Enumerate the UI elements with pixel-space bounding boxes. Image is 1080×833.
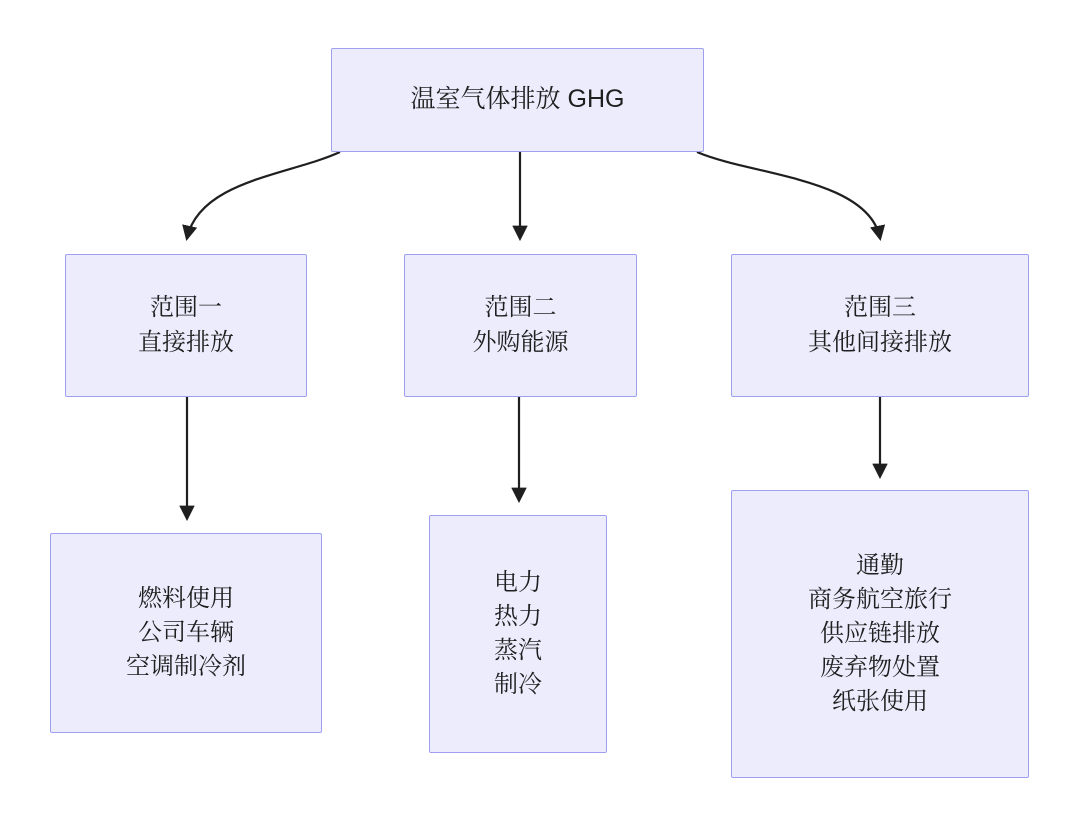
node-scope-two-details[interactable] xyxy=(429,515,607,753)
edge-root-to-scope3 xyxy=(697,152,880,238)
node-label: 废弃物处置 xyxy=(820,654,940,682)
node-label: 空调制冷剂 xyxy=(126,653,246,681)
node-label: 其他间接排放 xyxy=(808,328,952,356)
node-label: 公司车辆 xyxy=(138,618,234,646)
node-label: 燃料使用 xyxy=(138,584,234,612)
node-scope-two[interactable] xyxy=(404,254,637,397)
node-label: 范围三 xyxy=(844,294,916,322)
node-label: 范围二 xyxy=(484,294,557,322)
node-label: 通勤 xyxy=(856,551,904,579)
node-label: 制冷 xyxy=(494,671,542,699)
node-label: 直接排放 xyxy=(138,328,234,356)
node-label: 外购能源 xyxy=(472,328,569,356)
node-scope-one[interactable] xyxy=(65,254,307,397)
node-scope-three[interactable] xyxy=(731,254,1029,397)
node-ghg-emissions[interactable] xyxy=(331,48,704,152)
node-scope-three-details[interactable] xyxy=(731,490,1029,778)
node-label: 纸张使用 xyxy=(832,688,928,716)
node-scope-one-details[interactable] xyxy=(50,533,322,733)
node-label: 温室气体排放 GHG xyxy=(410,85,625,114)
node-label: 蒸汽 xyxy=(494,637,542,664)
node-label: 电力 xyxy=(494,568,542,596)
node-label: 范围一 xyxy=(150,294,222,322)
node-label: 热力 xyxy=(494,602,542,630)
node-label: 供应链排放 xyxy=(820,619,940,647)
edge-root-to-scope1 xyxy=(187,152,340,238)
node-label: 商务航空旅行 xyxy=(808,585,952,613)
